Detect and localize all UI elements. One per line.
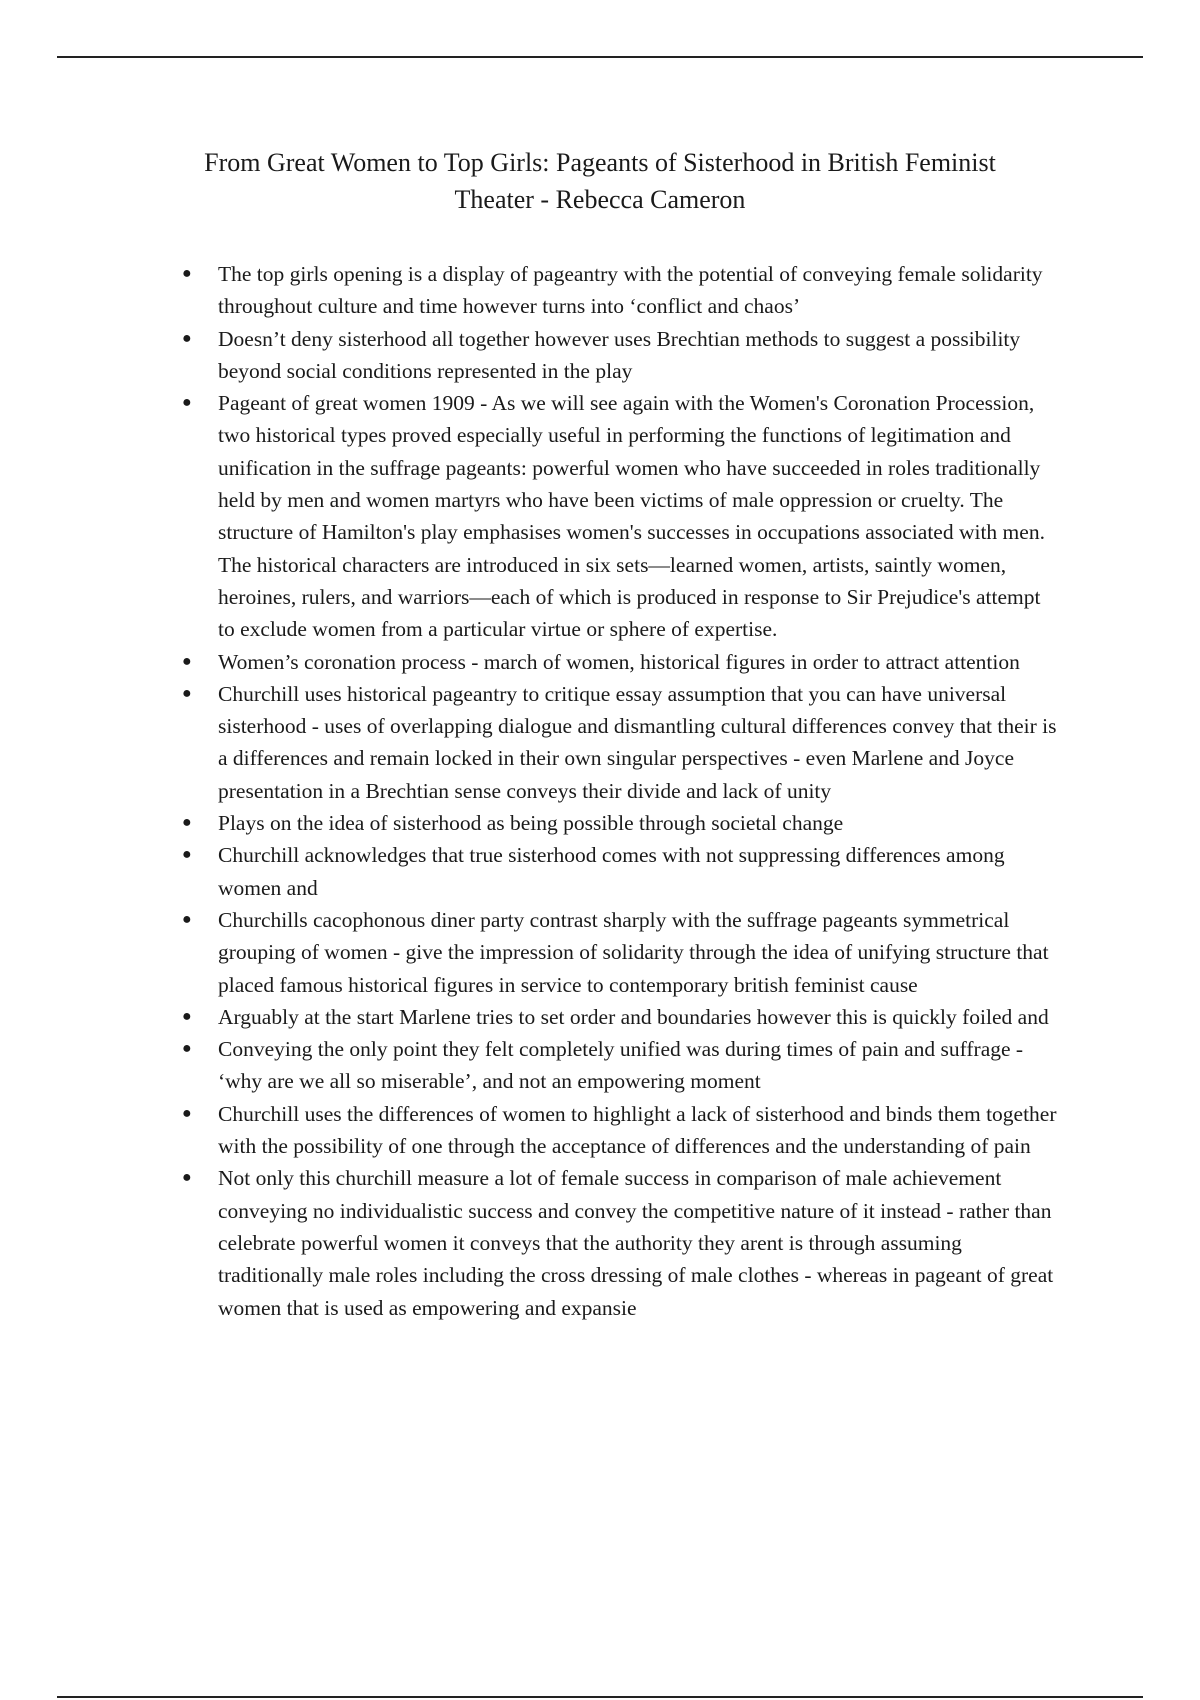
bullet-icon: ● [182, 814, 192, 832]
bottom-rule [57, 1696, 1143, 1698]
bullet-icon: ● [182, 394, 192, 412]
list-item [160, 258, 1060, 323]
title-line-2: Theater - Rebecca Cameron [454, 185, 746, 214]
bullet-icon: ● [182, 1007, 192, 1025]
page-title [120, 144, 1080, 218]
list-item [160, 387, 1060, 645]
top-rule [57, 56, 1143, 58]
list-item [160, 646, 1060, 678]
title-line-1: From Great Women to Top Girls: Pageants of Sisterhood in British Feminist [204, 148, 996, 177]
list-item-text: Churchill acknowledges that true sisterhood comes with not suppressing differences among women and [218, 843, 1005, 900]
list-item-text: Plays on the idea of sisterhood as being possible through societal change [218, 811, 844, 836]
bullet-icon: ● [182, 1040, 192, 1058]
list-item-text: Churchills cacophonous diner party contrast sharply with the suffrage pageants symmetrical grouping of women - give the impression of solidarity through the idea of unifying structure that placed famous historical figures in service to contemporary british feminist cause [218, 907, 1049, 997]
list-item [160, 839, 1060, 904]
list-item-text: Arguably at the start Marlene tries to set order and boundaries however this is quickly foiled and [218, 1004, 1049, 1029]
list-item-text: Doesn’t deny sisterhood all together however uses Brechtian methods to suggest a possibility beyond social conditions represented in the play [218, 326, 1021, 383]
list-item [160, 1162, 1060, 1323]
bullet-icon: ● [182, 910, 192, 928]
bullet-icon: ● [182, 1169, 192, 1187]
list-item [160, 323, 1060, 388]
bullet-icon: ● [182, 652, 192, 670]
list-item-text: The top girls opening is a display of pageantry with the potential of conveying female solidarity throughout culture and time however turns into ‘conflict and chaos’ [218, 262, 1043, 319]
notes-list [160, 258, 1060, 1324]
list-item-text: Churchill uses historical pageantry to critique essay assumption that you can have universal sisterhood - uses of overlapping dialogue and dismantling cultural differences convey that their is a differences and remain locked in their own singular perspectives - even Marlene and Joyce presentation in a Brechtian sense conveys their divide and lack of unity [218, 681, 1057, 803]
list-item [160, 1098, 1060, 1163]
list-item-text: Conveying the only point they felt completely unified was during times of pain and suffrage - ‘why are we all so miserable’, and not an empowering moment [218, 1037, 1024, 1094]
bullet-icon: ● [182, 846, 192, 864]
bullet-icon: ● [182, 684, 192, 702]
bullet-icon: ● [182, 329, 192, 347]
list-item [160, 1033, 1060, 1098]
list-item-text: Churchill uses the differences of women to highlight a lack of sisterhood and binds them together with the possibility of one through the acceptance of differences and the understanding of pain [218, 1101, 1057, 1159]
list-item [160, 807, 1060, 839]
list-item-text: Women’s coronation process - march of women, historical figures in order to attract attention [218, 649, 1020, 674]
list-item-text: Not only this churchill measure a lot of female success in comparison of male achievement conveying no individualistic success and convey the competitive nature of it instead - rather than celebrate powerful women it conveys that the authority they arent is through assuming traditionally male roles including the cross dressing of male clothes - whereas in pageant of great women that is used as empowering and expansie [218, 1166, 1054, 1320]
list-item [160, 678, 1060, 807]
list-item-text: Pageant of great women 1909 - As we will see again with the Women's Coronation Procession, two historical types proved especially useful in performing the functions of legitimation and unification in the suffrage pageants: powerful women who have succeeded in roles traditionally held by men and women martyrs who have been victims of male oppression or cruelty. The structure of Hamilton's play emphasises women's successes in occupations associated with men. The historical characters are introduced in six sets—learned women, artists, saintly women, heroines, rulers, and warriors—each of which is produced in response to Sir Prejudice's attempt to exclude women from a particular virtue or sphere of expertise. [218, 391, 1045, 642]
list-item [160, 904, 1060, 1001]
bullet-icon: ● [182, 265, 192, 282]
bullet-icon: ● [182, 1104, 192, 1122]
list-item [160, 1001, 1060, 1033]
